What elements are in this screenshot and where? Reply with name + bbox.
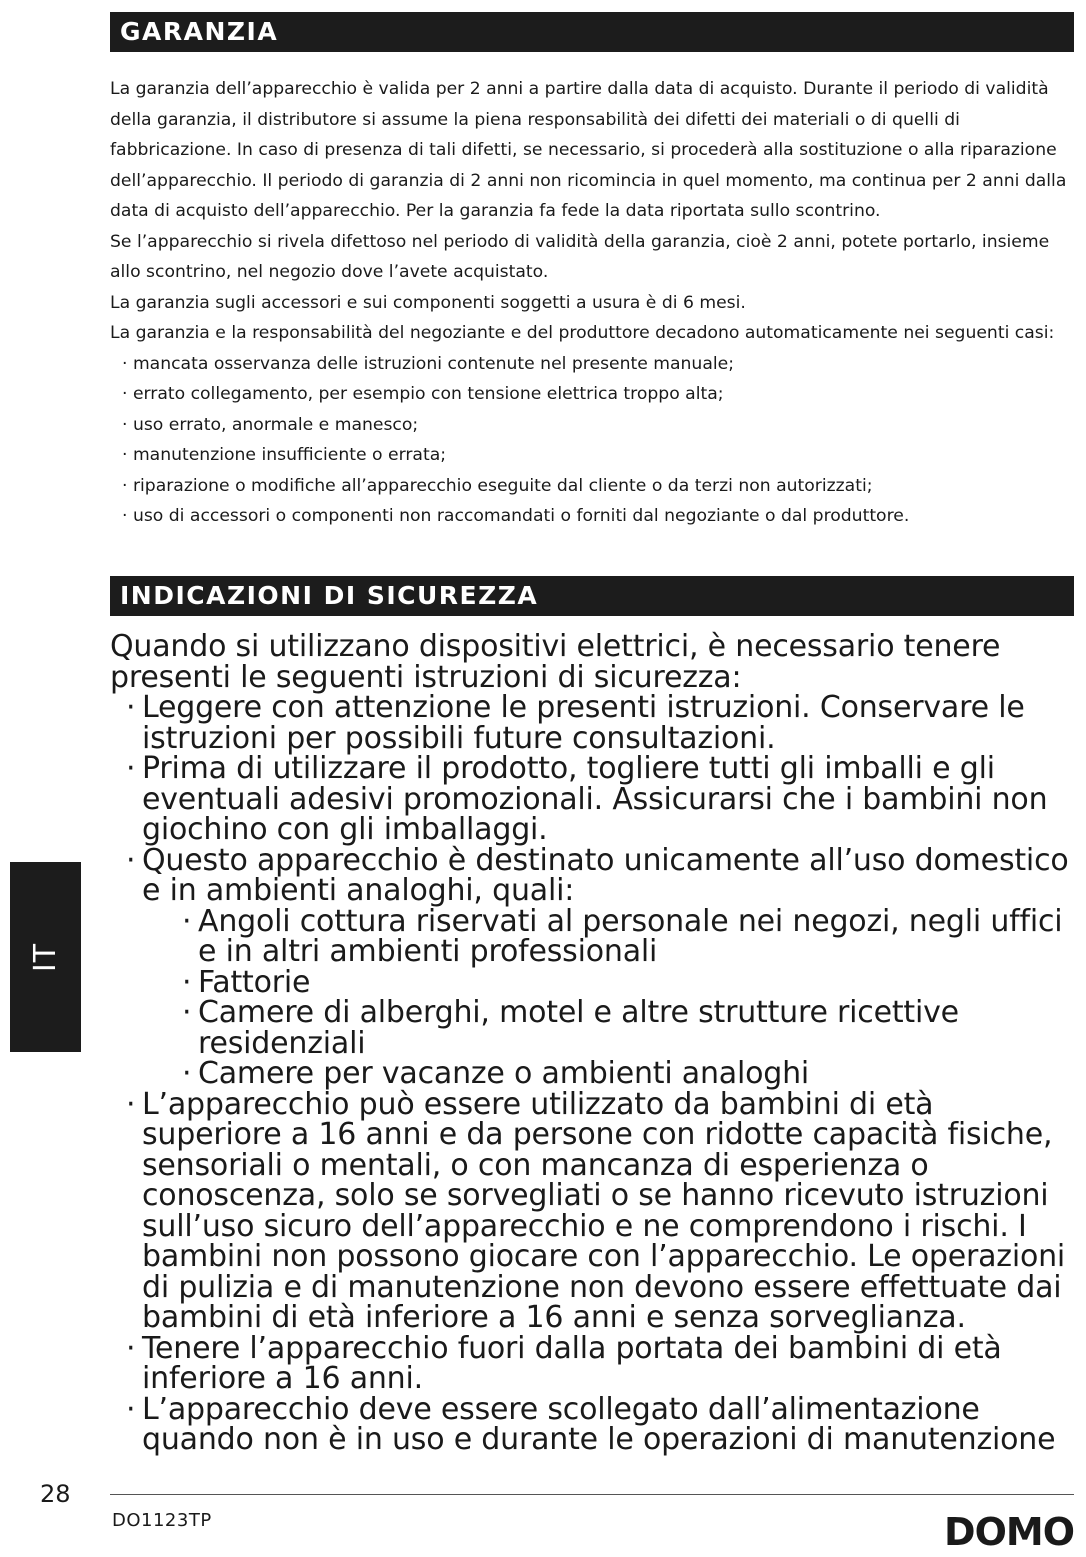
list-item: · uso errato, anormale e manesco; bbox=[110, 410, 1076, 441]
garanzia-paragraph: La garanzia dell’apparecchio è valida per 2 anni a partire dalla data di acquisto. Durante il periodo di validità della garanzia, il distributore si assume la piena responsabilità dei difetti dei materiali o di quelli di fabbricazione. In caso di presenza di tali difetti, se necessario, si procederà alla sostituzione o alla riparazione dell’apparecchio. Il periodo di garanzia di 2 anni non ricomincia in quel momento, ma continua per 2 anni dalla data di acquisto dell’apparecchio. Per la garanzia fa fede la data riportata sullo scontrino. bbox=[110, 79, 1067, 221]
sicurezza-section bbox=[110, 629, 1080, 1457]
sublist-item: · Camere per vacanze o ambienti analoghi bbox=[142, 1059, 1080, 1090]
list-item: · uso di accessori o componenti non raccomandati o forniti dal negoziante o dal produttore. bbox=[110, 501, 1076, 532]
list-item: · L’apparecchio può essere utilizzato da bambini di età superiore a 16 anni e da persone con ridotte capacità fisiche, sensoriali o mentali, o con mancanza di esperienza o conoscenza, solo se sorvegliati o se hanno ricevuto istruzioni sull’uso sicuro dell’apparecchio e ne comprendono i rischi. I bambini non possono giocare con l’apparecchio. Le operazioni di pulizia e di manutenzione non devono essere effettuate dai bambini di età inferiore a 16 anni e senza sorveglianza. bbox=[110, 1090, 1080, 1334]
sicurezza-heading: INDICAZIONI DI SICUREZZA bbox=[110, 576, 1074, 616]
sicurezza-list bbox=[110, 690, 1080, 1457]
list-item: · mancata osservanza delle istruzioni contenute nel presente manuale; bbox=[110, 349, 1076, 380]
language-tab bbox=[10, 862, 81, 1052]
list-item bbox=[110, 842, 1080, 1091]
brand-logo: DOMO bbox=[944, 1510, 1074, 1554]
garanzia-exclusions-list bbox=[110, 349, 1076, 532]
sublist-item: · Fattorie bbox=[142, 968, 1080, 999]
sicurezza-sublist bbox=[142, 903, 1080, 1091]
list-item: · Tenere l’apparecchio fuori dalla portata dei bambini di età inferiore a 16 anni. bbox=[110, 1334, 1080, 1395]
garanzia-section bbox=[110, 74, 1076, 532]
list-item: · L’apparecchio deve essere scollegato dall’alimentazione quando non è in uso e durante le operazioni di manutenzione bbox=[110, 1395, 1080, 1456]
list-item-text: Questo apparecchio è destinato unicamente all’uso domestico e in ambienti analoghi, quali: bbox=[142, 842, 1069, 908]
list-item: · errato collegamento, per esempio con tensione elettrica troppo alta; bbox=[110, 379, 1076, 410]
sublist-item: · Angoli cottura riservati al personale nei negozi, negli uffici e in altri ambienti professionali bbox=[142, 907, 1080, 968]
sicurezza-intro: Quando si utilizzano dispositivi elettrici, è necessario tenere presenti le seguenti istruzioni di sicurezza: bbox=[110, 629, 1001, 695]
garanzia-paragraph: La garanzia e la responsabilità del negoziante e del produttore decadono automaticamente nei seguenti casi: bbox=[110, 323, 1055, 343]
list-item: · Leggere con attenzione le presenti istruzioni. Conservare le istruzioni per possibili future consultazioni. bbox=[110, 693, 1080, 754]
sublist-item: · Camere di alberghi, motel e altre strutture ricettive residenziali bbox=[142, 998, 1080, 1059]
garanzia-paragraph: Se l’apparecchio si rivela difettoso nel periodo di validità della garanzia, cioè 2 anni, potete portarlo, insieme allo scontrino, nel negozio dove l’avete acquistato. bbox=[110, 231, 1050, 282]
page-number: 28 bbox=[40, 1480, 71, 1508]
model-code: DO1123TP bbox=[112, 1510, 212, 1531]
language-label: IT bbox=[28, 942, 63, 972]
garanzia-paragraph: La garanzia sugli accessori e sui componenti soggetti a usura è di 6 mesi. bbox=[110, 292, 746, 313]
garanzia-heading: GARANZIA bbox=[110, 12, 1074, 52]
list-item: · riparazione o modifiche all’apparecchio eseguite dal cliente o da terzi non autorizzati; bbox=[110, 471, 1076, 502]
list-item: · Prima di utilizzare il prodotto, togliere tutti gli imballi e gli eventuali adesivi promozionali. Assicurarsi che i bambini non giochino con gli imballaggi. bbox=[110, 754, 1080, 846]
footer-divider bbox=[110, 1494, 1074, 1495]
list-item: · manutenzione insufficiente o errata; bbox=[110, 440, 1076, 471]
